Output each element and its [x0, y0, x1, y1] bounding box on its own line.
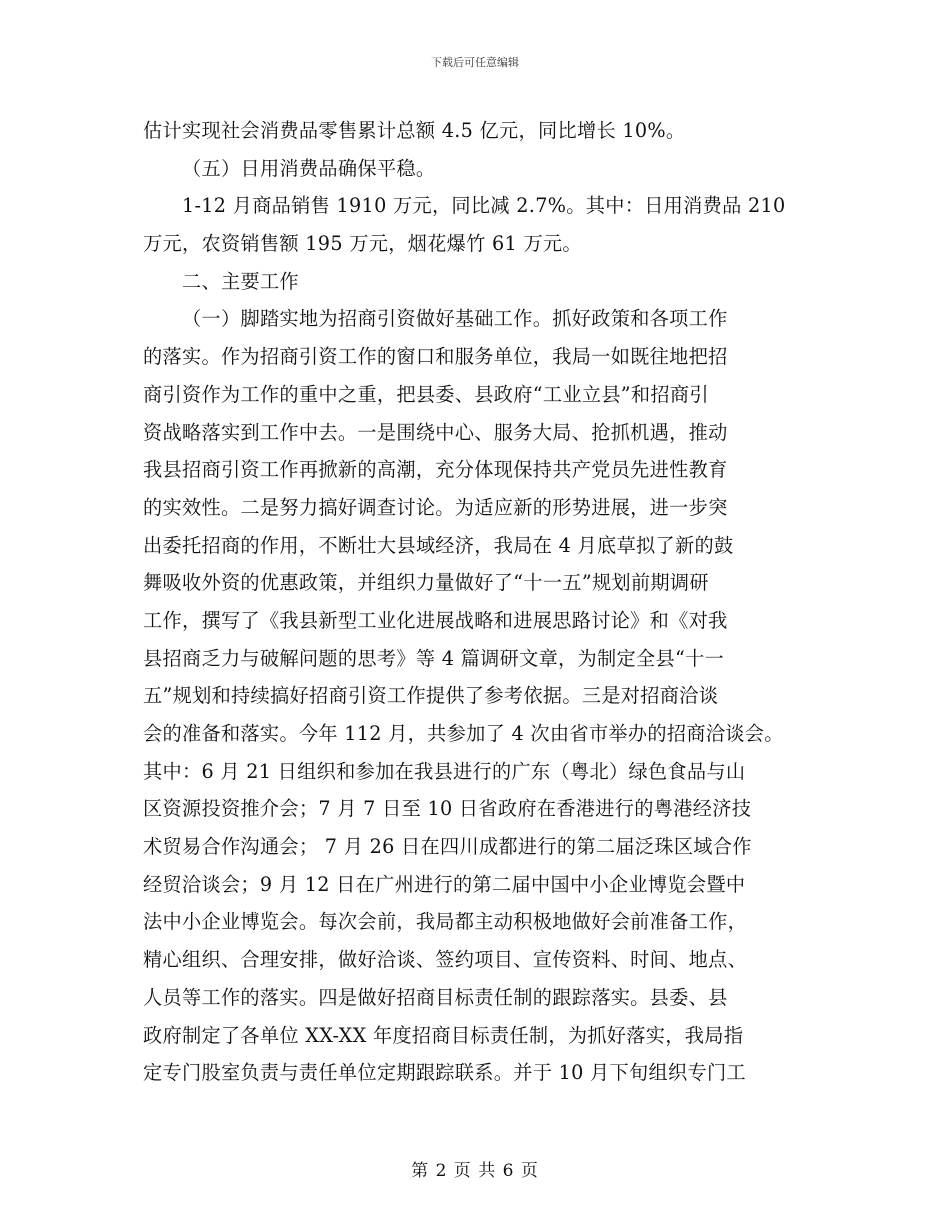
text-line: 舞吸收外资的优惠政策，并组织力量做好了“十一五”规划前期调研	[143, 571, 709, 595]
text-line: 政府制定了各单位 XX-XX 年度招商目标责任制，为抓好落实，我局指	[143, 1023, 744, 1047]
text-line: 的落实。作为招商引资工作的窗口和服务单位，我局一如既往地把招	[143, 345, 728, 369]
text-line: （五）日用消费品确保平稳。	[182, 156, 436, 180]
text-line: 法中小企业博览会。每次会前，我局都主动积极地做好会前准备工作，	[143, 910, 748, 934]
text-line: 工作，撰写了《我县新型工业化进展战略和进展思路讨论》和《对我	[143, 608, 728, 632]
text-line: 精心组织、合理安排，做好洽谈、签约项目、宣传资料、时间、地点、	[143, 948, 748, 972]
text-line: 的实效性。二是努力搞好调查讨论。为适应新的形势进展，进一步突	[143, 495, 728, 519]
text-line: 我县招商引资工作再掀新的高潮，充分体现保持共产党员先进性教育	[143, 458, 728, 482]
text-line: 定专门股室负责与责任单位定期跟踪联系。并于 10 月下旬组织专门工	[143, 1061, 746, 1085]
text-line: 术贸易合作沟通会； 7 月 26 日在四川成都进行的第二届泛珠区域合作	[143, 835, 752, 859]
text-line: （一）脚踏实地为招商引资做好基础工作。抓好政策和各项工作	[182, 307, 728, 331]
page-footer: 第 2 页 共 6 页	[411, 1161, 539, 1181]
text-line: 1-12 月商品销售 1910 万元，同比减 2.7%。其中：日用消费品 210	[182, 194, 786, 218]
text-line: 二、主要工作	[182, 269, 299, 293]
text-line: 县招商乏力与破解问题的思考》等 4 篇调研文章，为制定全县“十一	[143, 646, 725, 670]
text-line: 估计实现社会消费品零售累计总额 4.5 亿元，同比增长 10%。	[143, 119, 686, 142]
page-header: 下载后可任意编辑	[431, 56, 519, 69]
text-line: 人员等工作的落实。四是做好招商目标责任制的跟踪落实。县委、县	[143, 985, 728, 1009]
text-line: 五”规划和持续搞好招商引资工作提供了参考依据。三是对招商洽谈	[143, 684, 719, 708]
text-line: 商引资作为工作的重中之重，把县委、县政府“工业立县”和招商引	[143, 382, 709, 406]
text-line: 区资源投资推介会；7 月 7 日至 10 日省政府在香港进行的粤港经济技	[143, 797, 752, 821]
text-line: 其中：6 月 21 日组织和参加在我县进行的广东（粤北）绿色食品与山	[143, 759, 746, 783]
text-line: 经贸洽谈会；9 月 12 日在广州进行的第二届中国中小企业博览会暨中	[143, 872, 746, 896]
text-line: 资战略落实到工作中去。一是围绕中心、服务大局、抢抓机遇，推动	[143, 420, 728, 444]
document-body	[143, 112, 823, 1092]
text-line: 会的准备和落实。今年 112 月，共参加了 4 次由省市举办的招商洽谈会。	[143, 722, 784, 745]
text-line: 万元，农资销售额 195 万元，烟花爆竹 61 万元。	[143, 232, 582, 256]
text-line: 出委托招商的作用，不断壮大县域经济，我局在 4 月底草拟了新的鼓	[143, 533, 734, 557]
